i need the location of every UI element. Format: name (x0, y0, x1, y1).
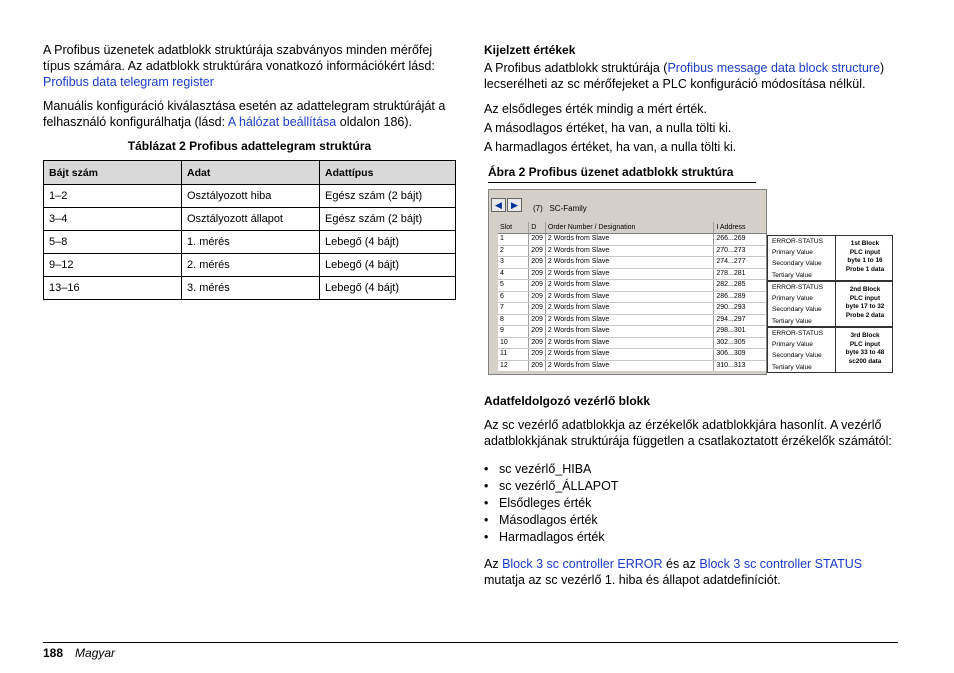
cell-byte-number: 13–16 (44, 277, 182, 300)
block-description (836, 328, 894, 372)
d-cell: 209 (529, 303, 546, 315)
footer-language: Magyar (75, 646, 116, 660)
primary-value-text: Az elsődleges érték mindig a mért érték. (484, 102, 708, 116)
block-description-line: 1st Block (850, 240, 880, 247)
slot-grid (498, 222, 767, 372)
value-label: ERROR-STATUS (772, 330, 824, 337)
cell-byte-number: 1–2 (44, 185, 182, 208)
cell-data: Osztályozott állapot (182, 208, 320, 231)
slot-row (498, 326, 767, 338)
manual-config-paragraph: Manuális konfiguráció kiválasztása esetén az adattelegram struktúráját a felhasználó konfigurálhatja (lásd: A hálózat beállítása oldalon 186). (43, 99, 446, 129)
slot-header: Slot (498, 222, 529, 234)
address-cell: 266...269 (714, 234, 767, 246)
designation-cell: 2 Words from Slave (545, 314, 713, 326)
controller-status-link[interactable]: Block 3 sc controller STATUS (699, 557, 863, 571)
bullet-item: • sc vezérlő_HIBA (484, 461, 898, 478)
address-cell: 290...293 (714, 303, 767, 315)
screenshot-toolbar (491, 198, 761, 216)
bullet-item: • sc vezérlő_ÁLLAPOT (484, 478, 898, 495)
cell-data-type: Lebegő (4 bájt) (320, 277, 456, 300)
header-data-type: Adattípus (320, 161, 456, 185)
bullet-item: • Elsődleges érték (484, 495, 898, 512)
designation-cell: 2 Words from Slave (545, 360, 713, 372)
slot-cell: 3 (498, 257, 529, 269)
slot-cell: 4 (498, 268, 529, 280)
designation-cell: 2 Words from Slave (545, 303, 713, 315)
controller-bullet-list (484, 461, 898, 546)
block-description (836, 236, 894, 280)
d-cell: 209 (529, 291, 546, 303)
address-cell: 274...277 (714, 257, 767, 269)
designation-cell: 2 Words from Slave (545, 291, 713, 303)
designation-header: Order Number / Designation (545, 222, 713, 234)
data-block-annotation (767, 281, 893, 327)
value-label-list (768, 328, 836, 372)
d-cell: 209 (529, 314, 546, 326)
slot-row (498, 280, 767, 292)
profibus-telegram-register-link[interactable]: Profibus data telegram register (43, 75, 214, 89)
value-label: Secondary Value (772, 352, 822, 360)
cell-data: Osztályozott hiba (182, 185, 320, 208)
value-label: ERROR-STATUS (772, 238, 824, 245)
profibus-telegram-table (43, 160, 456, 300)
designation-cell: 2 Words from Slave (545, 280, 713, 292)
header-byte-number: Bájt szám (44, 161, 182, 185)
cell-byte-number: 3–4 (44, 208, 182, 231)
block-description-line: byte 33 to 48 (845, 349, 885, 357)
block-description-line: byte 1 to 16 (847, 257, 883, 265)
controller-block-heading: Adatfeldolgozó vezérlő blokk (484, 394, 651, 408)
address-cell: 302...305 (714, 337, 767, 349)
profibus-figure (488, 189, 893, 375)
screenshot-title: (7) SC-Family (533, 204, 587, 213)
block-description-line: 2nd Block (849, 286, 881, 293)
d-cell: 209 (529, 326, 546, 338)
cell-data-type: Lebegő (4 bájt) (320, 231, 456, 254)
block-description-line: Probe 2 data (845, 311, 885, 319)
value-label: Tertiary Value (772, 271, 812, 279)
cell-data-type: Lebegő (4 bájt) (320, 254, 456, 277)
block-description-line: 3rd Block (850, 332, 880, 339)
cell-byte-number: 5–8 (44, 231, 182, 254)
d-cell: 209 (529, 268, 546, 280)
back-arrow-icon: ◀ (491, 198, 506, 212)
slot-cell: 5 (498, 280, 529, 292)
slot-cell: 10 (498, 337, 529, 349)
value-label: Tertiary Value (772, 317, 812, 325)
d-cell: 209 (529, 280, 546, 292)
cell-data-type: Egész szám (2 bájt) (320, 208, 456, 231)
value-label: Tertiary Value (772, 363, 812, 371)
bullet-item: • Harmadlagos érték (484, 529, 898, 546)
value-label-list (768, 282, 836, 326)
cell-data: 2. mérés (182, 254, 320, 277)
table-row (44, 231, 456, 254)
designation-cell: 2 Words from Slave (545, 245, 713, 257)
designation-cell: 2 Words from Slave (545, 257, 713, 269)
footer-divider (43, 642, 898, 643)
intro-paragraph: A Profibus üzenetek adatblokk struktúrája szabványos minden mérőfej típus számára. Az adatblokk struktúrára vonatkozó információkért lásd: Profibus data telegram register (43, 43, 435, 89)
slot-cell: 12 (498, 360, 529, 372)
table-row (44, 277, 456, 300)
block-description-line: PLC input (849, 340, 881, 348)
slot-cell: 1 (498, 234, 529, 246)
block-description-line: sc200 data (848, 357, 882, 365)
block-description-line: PLC input (849, 248, 881, 256)
message-data-block-link[interactable]: Profibus message data block structure (667, 61, 881, 75)
network-setup-link[interactable]: A hálózat beállítása (227, 115, 337, 129)
d-cell: 209 (529, 245, 546, 257)
designation-cell: 2 Words from Slave (545, 268, 713, 280)
cell-data-type: Egész szám (2 bájt) (320, 185, 456, 208)
designation-cell: 2 Words from Slave (545, 349, 713, 361)
block-description-line: byte 17 to 32 (845, 303, 885, 311)
data-block-annotation (767, 327, 893, 373)
slot-row (498, 303, 767, 315)
data-block-annotation (767, 235, 893, 281)
value-label: Secondary Value (772, 306, 822, 314)
designation-cell: 2 Words from Slave (545, 326, 713, 338)
left-column (43, 42, 456, 300)
table-row (44, 208, 456, 231)
displayed-values-paragraph: A Profibus adatblokk struktúrája (Profibus message data block structure) lecserélheti az sc mérőfejeket a PLC konfiguráció módosítása nélkül. (484, 61, 885, 91)
right-column (484, 42, 898, 183)
d-header: D (529, 222, 546, 234)
controller-reference-paragraph: Az Block 3 sc controller ERROR és az Block 3 sc controller STATUS mutatja az sc vezérlő 1. hiba és állapot adatdefiníciót. (484, 557, 863, 587)
address-cell: 282...285 (714, 280, 767, 292)
config-screenshot (488, 189, 767, 375)
slot-cell: 6 (498, 291, 529, 303)
address-cell: 294...297 (714, 314, 767, 326)
d-cell: 209 (529, 360, 546, 372)
value-label: Primary Value (772, 295, 813, 303)
controller-error-link[interactable]: Block 3 sc controller ERROR (502, 557, 663, 571)
slot-cell: 8 (498, 314, 529, 326)
slot-row (498, 337, 767, 349)
slot-row (498, 234, 767, 246)
cell-data: 1. mérés (182, 231, 320, 254)
table-header-row (44, 161, 456, 185)
block-description (836, 282, 894, 326)
slot-row (498, 360, 767, 372)
controller-section (484, 393, 898, 595)
slot-row (498, 245, 767, 257)
d-cell: 209 (529, 257, 546, 269)
d-cell: 209 (529, 337, 546, 349)
cell-data: 3. mérés (182, 277, 320, 300)
value-label-list (768, 236, 836, 280)
slot-cell: 2 (498, 245, 529, 257)
page-number: 188 (43, 646, 64, 660)
block-description-line: Probe 1 data (845, 265, 885, 273)
displayed-values-heading: Kijelzett értékek (484, 43, 576, 57)
cell-byte-number: 9–12 (44, 254, 182, 277)
table-caption: Táblázat 2 Profibus adattelegram struktúra (127, 139, 372, 153)
address-cell: 278...281 (714, 268, 767, 280)
value-label: Primary Value (772, 249, 813, 257)
slot-row (498, 268, 767, 280)
address-cell: 270...273 (714, 245, 767, 257)
d-cell: 209 (529, 349, 546, 361)
address-cell: 286...289 (714, 291, 767, 303)
slot-row (498, 349, 767, 361)
designation-cell: 2 Words from Slave (545, 234, 713, 246)
block-description-line: PLC input (849, 294, 881, 302)
slot-cell: 7 (498, 303, 529, 315)
controller-block-paragraph: Az sc vezérlő adatblokkja az érzékelők adatblokkjára hasonlít. A vezérlő adatblokkjának struktúrája független a csatlakoztatott érzékelők számától: (484, 418, 892, 448)
slot-row (498, 314, 767, 326)
slot-row (498, 257, 767, 269)
slot-cell: 9 (498, 326, 529, 338)
secondary-value-text: A másodlagos értéket, ha van, a nulla tölti ki. (484, 121, 732, 135)
value-label: Primary Value (772, 341, 813, 349)
value-label: Secondary Value (772, 260, 822, 268)
bullet-item: • Másodlagos érték (484, 512, 898, 529)
table-row (44, 254, 456, 277)
address-cell: 298...301 (714, 326, 767, 338)
page-footer (43, 645, 115, 661)
address-header: I Address (714, 222, 767, 234)
tertiary-value-text: A harmadlagos értéket, ha van, a nulla tölti ki. (484, 140, 737, 154)
value-label: ERROR-STATUS (772, 284, 824, 291)
figure-caption: Ábra 2 Profibus üzenet adatblokk struktúra (488, 164, 756, 183)
d-cell: 209 (529, 234, 546, 246)
address-cell: 306...309 (714, 349, 767, 361)
table-row (44, 185, 456, 208)
slot-row (498, 291, 767, 303)
forward-arrow-icon: ▶ (507, 198, 522, 212)
designation-cell: 2 Words from Slave (545, 337, 713, 349)
header-data: Adat (182, 161, 320, 185)
address-cell: 310...313 (714, 360, 767, 372)
slot-cell: 11 (498, 349, 529, 361)
slot-grid-header (498, 222, 767, 234)
